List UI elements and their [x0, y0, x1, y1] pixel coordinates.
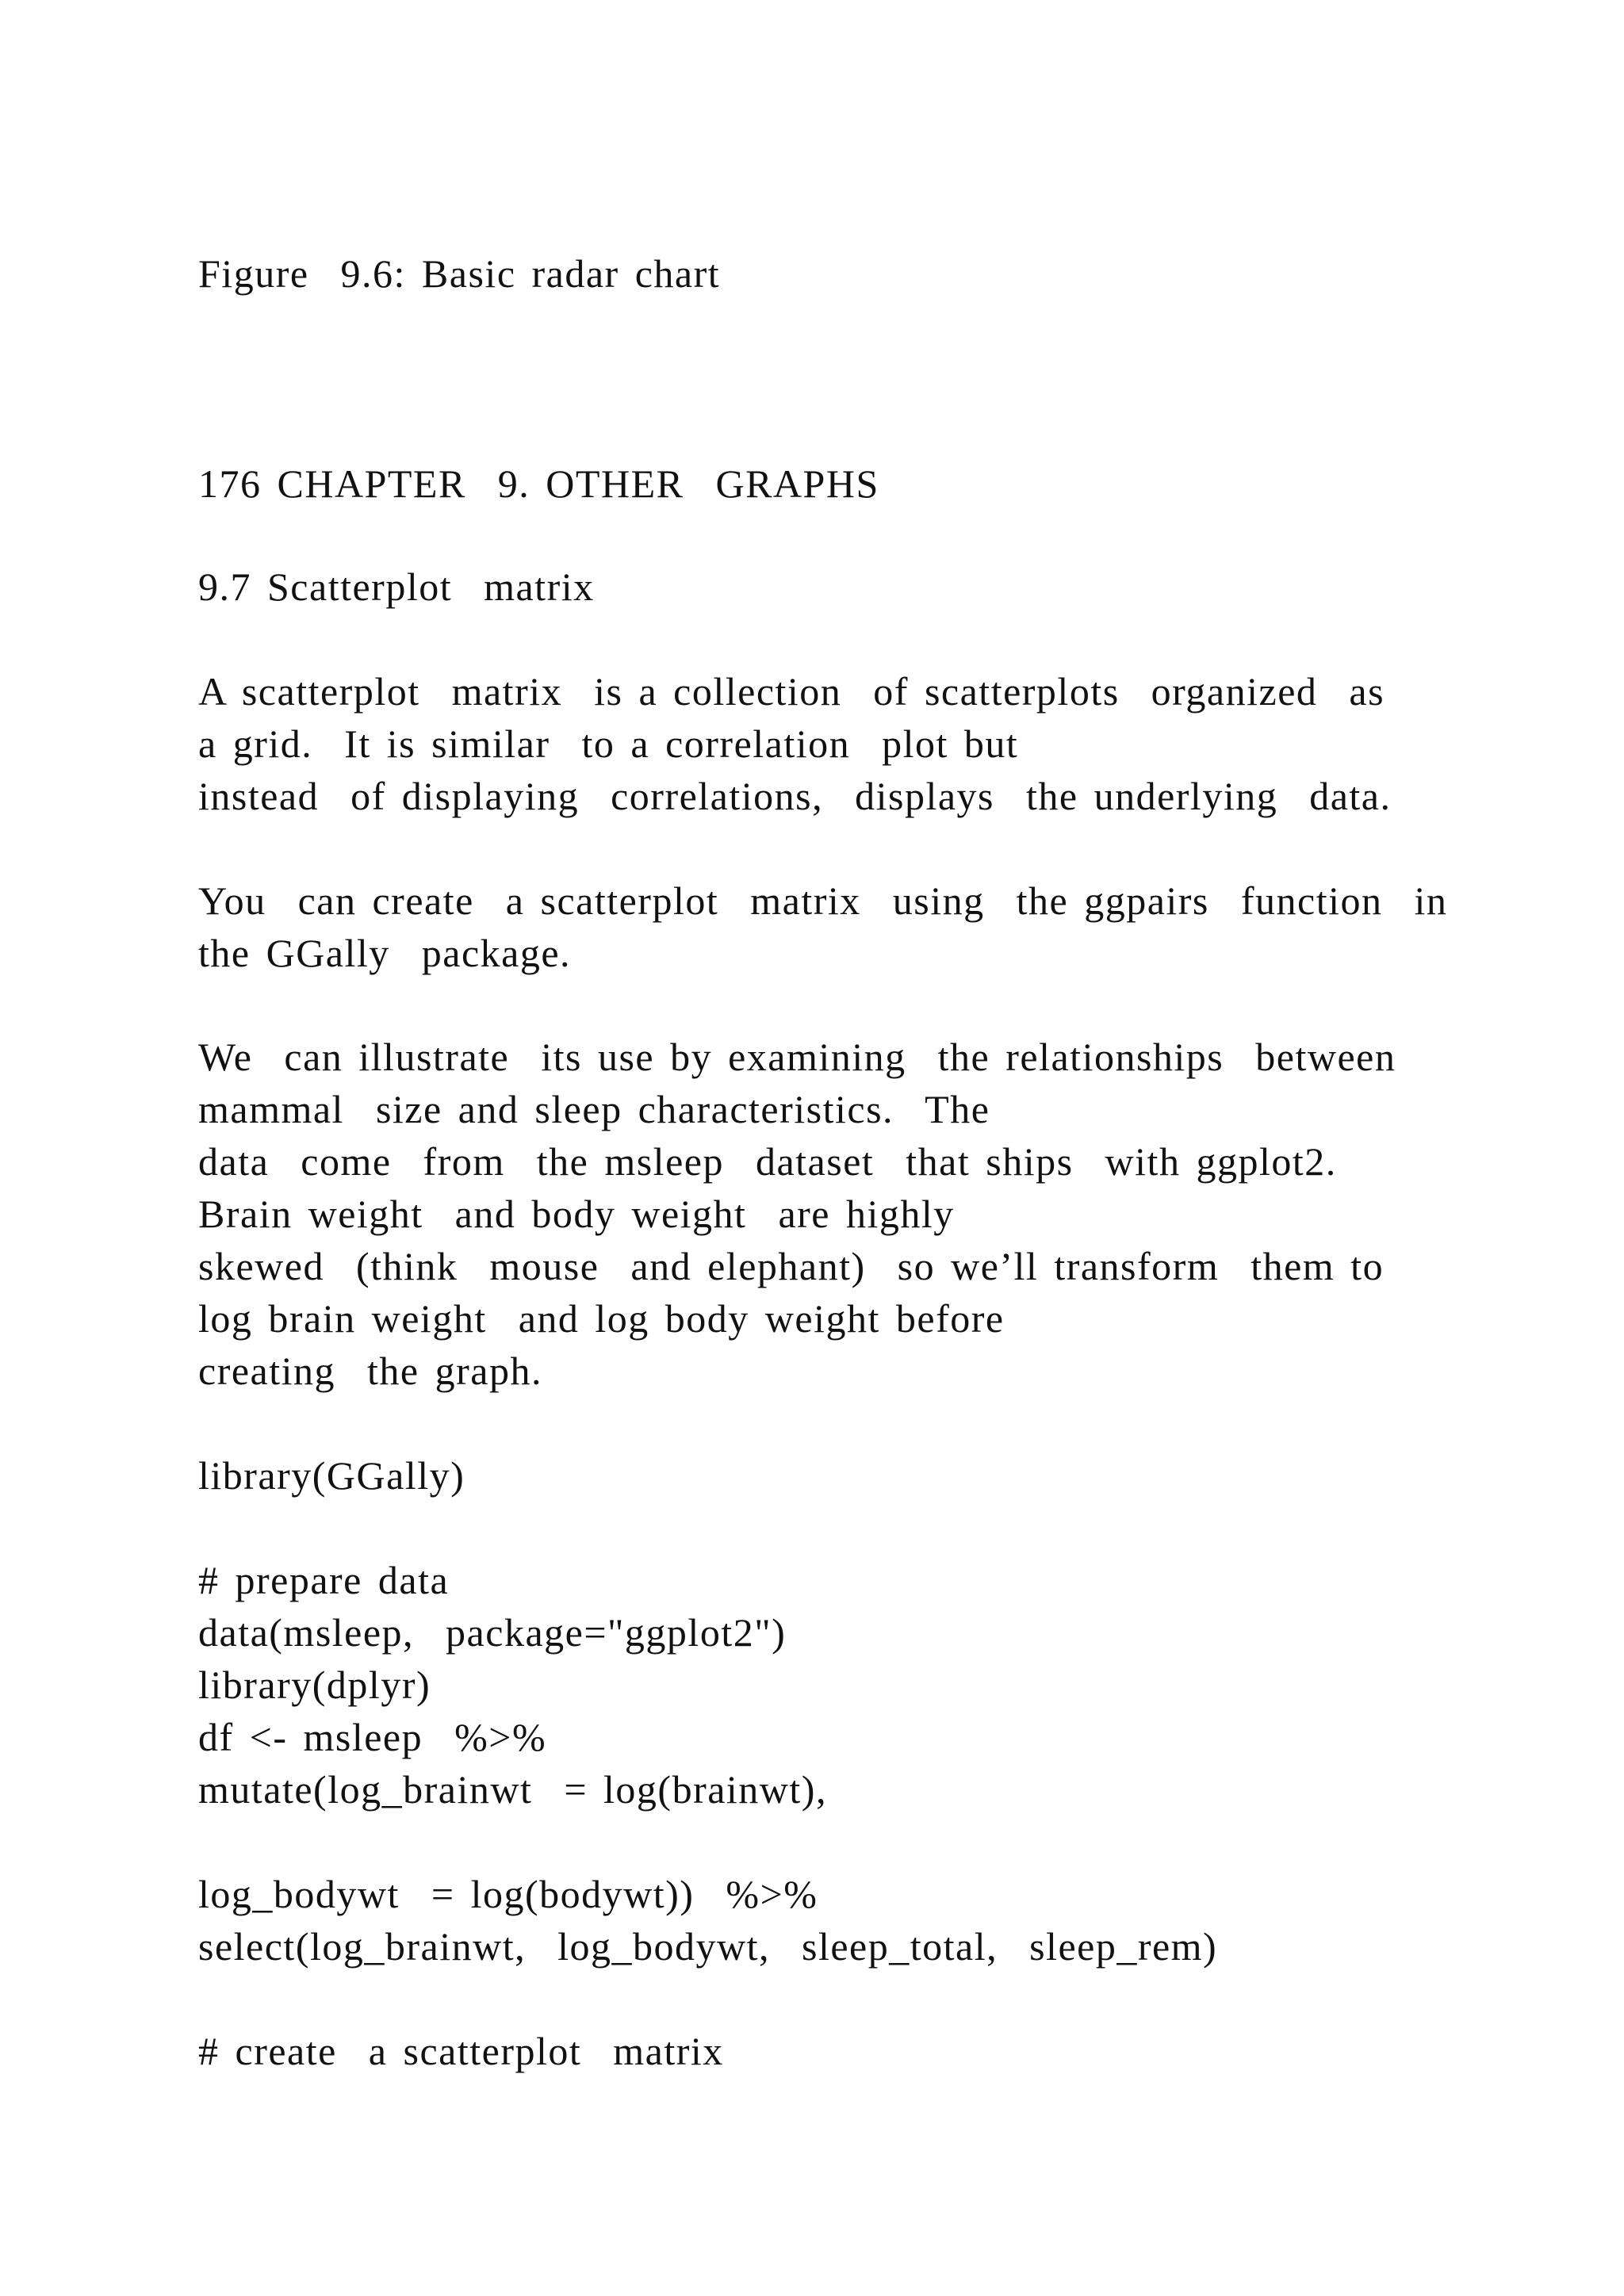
code-line: data(msleep, package="ggplot2") [198, 1610, 787, 1655]
section-heading: 9.7 Scatterplot matrix [198, 564, 595, 609]
paragraph-line: data come from the msleep dataset that ships with ggplot2. [198, 1139, 1337, 1184]
figure-caption: Figure 9.6: Basic radar chart [198, 251, 721, 296]
paragraph-line: the GGally package. [198, 931, 572, 975]
code-line: log_bodywt = log(bodywt)) %>% [198, 1872, 818, 1916]
paragraph-line: creating the graph. [198, 1349, 542, 1393]
code-line: # prepare data [198, 1558, 450, 1602]
code-line: mutate(log_brainwt = log(brainwt), [198, 1767, 827, 1812]
code-line: select(log_brainwt, log_bodywt, sleep_total, sleep_rem) [198, 1924, 1218, 1969]
paragraph-line: We can illustrate its use by examining the relationships between [198, 1035, 1396, 1079]
paragraph-line: instead of displaying correlations, displays the underlying data. [198, 774, 1392, 818]
paragraph-line: Brain weight and body weight are highly [198, 1192, 955, 1236]
paragraph-line: A scatterplot matrix is a collection of scatterplots organized as [198, 669, 1385, 714]
paragraph-line: a grid. It is similar to a correlation plot but [198, 721, 1019, 766]
paragraph-line: skewed (think mouse and elephant) so we’ll transform them to [198, 1244, 1385, 1288]
running-header: 176 CHAPTER 9. OTHER GRAPHS [198, 461, 879, 506]
code-line: library(dplyr) [198, 1663, 431, 1707]
code-line: df <- msleep %>% [198, 1715, 547, 1759]
paragraph-line: You can create a scatterplot matrix using the ggpairs function in [198, 878, 1448, 923]
paragraph-line: log brain weight and log body weight before [198, 1296, 1005, 1341]
code-library-ggally: library(GGally) [198, 1453, 465, 1498]
code-comment-create-matrix: # create a scatterplot matrix [198, 2029, 724, 2073]
paragraph-line: mammal size and sleep characteristics. The [198, 1087, 990, 1131]
